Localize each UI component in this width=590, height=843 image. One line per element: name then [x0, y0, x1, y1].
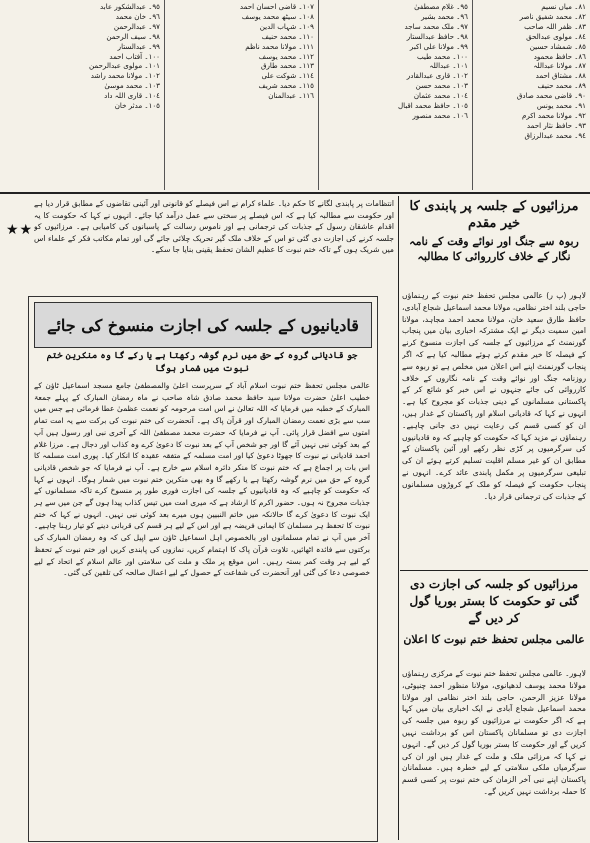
name-list-col4 [4, 2, 160, 188]
name-list-item: ١٠٤۔ قاری اللہ داد [104, 91, 160, 101]
name-list-item: ١٠٧۔ قاضی احسان احمد [239, 2, 314, 11]
name-list-item: ١١٥۔ محمد شریف [258, 81, 314, 91]
name-list-item: ١٠١۔ عبداللہ [429, 61, 468, 71]
name-list-item: ١٠٤۔ محمد عثمان [413, 91, 468, 101]
name-list-item: ١٠٣۔ محمد حسن [415, 81, 468, 91]
name-list-item: ٩٩۔ عبدالستار [117, 41, 160, 51]
name-list-item: ٨٩۔ محمد حنیف [537, 81, 586, 91]
name-list-item: ٨٨۔ مشتاق احمد [535, 71, 586, 81]
divider [0, 192, 590, 194]
article-headline: مرزائیوں کے جلسہ پر پابندی کا خیر مقدم [409, 199, 579, 231]
name-list-item: ٨١۔ میاں نسیم [541, 2, 586, 11]
divider [164, 0, 165, 190]
name-list-item: ٩٥۔ غلام مصطفیٰ [414, 2, 468, 11]
name-list-item: ١١٠۔ محمد حنیف [261, 31, 314, 41]
name-list-item: ١٠٥۔ مدثر خان [114, 101, 160, 111]
name-list-item: ١٠٠۔ آفتاب احمد [109, 51, 160, 61]
divider [472, 0, 473, 190]
name-list-item: ١٠١۔ مولوی عبدالرحمن [89, 61, 160, 71]
name-list-item: ٨٥۔ شمشاد حسین [529, 41, 586, 51]
article-body: لاہور۔ عالمی مجلس تحفظ ختم نبوت کے مرکزی رہنماؤں مولانا محمد یوسف لدھیانوی، مولانا منظور احمد چنیوٹی، مولانا عزیز الرحمن، حاجی بلند اختر نظامی اور مولانا محمد اسماعیل شجاع آبادی نے ایک اخباری بیان میں کہا ہے کہ اگر حکومت نے مرزائیوں کو ربوہ میں جلسہ کی اجازت دی تو مسلمانان پاکستان اس کو برداشت نہیں کریں گے اور حکومت کا بستر بوریا گول کر دیں گے۔ انہوں نے کہا کہ مرزائی ملک و ملت کے غدار ہیں اور ان کی سرگرمیاں ملکی سلامتی کے لیے خطرہ ہیں۔ مسلمانان پاکستان اپنے نبی آخر الزمان کی ختم نبوت پر کسی قسم کا حملہ برداشت نہیں کریں گے۔ [402, 669, 586, 796]
name-list-item: ١٠٠۔ محمد طیب [416, 51, 468, 61]
name-list-item: ١٠٢۔ مولانا محمد راشد [90, 71, 160, 81]
name-list-item: ٩٤۔ محمد عبدالرزاق [524, 130, 586, 140]
name-list-item: ٩٧۔ ملک محمد ساجد [404, 21, 468, 31]
main-subhead: جو قادیانی گروہ کے حق میں نرم گوشہ رکھتا ہے یا رکے گا وہ منکرین ختم نبوت میں شمار ہوگا [46, 351, 358, 374]
article-body: انتظامات پر پابندی لگانے کا حکم دیا۔ علماء کرام نے اس فیصلے کو قانونی اور آئینی تقاضوں کے مطابق قرار دیا ہے اور حکومت سے مطالبہ کیا ہے کہ اس فیصلے پر سختی سے عمل درآمد کیا جائے۔ انہوں نے کہا کہ حکومت کا یہ اقدام عاشقان رسول کے جذبات کی ترجمانی ہے اور ناموس رسالت کے پاسبانوں کی کامیابی ہے۔ مرزائیوں کو جلسہ کرنے کی اجازت دی گئی تو اس کے خلاف ملک گیر تحریک چلائی جائے گی اور تمام مکاتب فکر کے علماء اس میں شریک ہوں گے تاکہ ختم نبوت کا عظیم الشان تحفظ یقینی بنایا جا سکے۔ [34, 199, 394, 255]
divider [318, 0, 319, 190]
name-list-item: ٩٦۔ خان محمد [115, 11, 160, 21]
name-list-item: ٩٧۔ عبدالرحمن [113, 21, 160, 31]
name-list-item: ١١٦۔ عبدالمنان [268, 91, 314, 101]
name-list-item: ١٠٥۔ حافظ محمد اقبال [397, 101, 468, 111]
name-list-item: ١٠٣۔ محمد موسیٰ [104, 81, 160, 91]
name-list-item: ١٠٩۔ شہاب الدین [259, 21, 314, 31]
divider [398, 196, 399, 840]
name-list-item: ١١٣۔ محمد طارق [260, 61, 314, 71]
divider [400, 570, 588, 571]
name-list-item: ٩٨۔ سیف الرحمن [106, 31, 160, 41]
article-subhead: عالمی مجلس تحفظ ختم نبوت کا اعلان [403, 633, 585, 646]
banner-headline: قادیانیوں کے جلسہ کی اجازت منسوخ کی جائے [34, 302, 372, 348]
name-list-item: ١١١۔ مولانا محمد ناظم [245, 41, 314, 51]
name-list-item: ٨٦۔ حافظ محمود [533, 51, 586, 61]
name-list-item: ٩٥۔ عبدالشکور عابد [100, 2, 160, 11]
name-list-item: ١٠٢۔ قاری عبدالقادر [406, 71, 468, 81]
name-list-col2 [322, 2, 468, 188]
name-list-item: ٨٧۔ مولانا عبداللہ [533, 61, 586, 71]
name-list-item: ١٠٨۔ سیٹھ محمد یوسف [241, 11, 314, 21]
name-list-item: ٨٣۔ ظفر اللہ صاحب [524, 21, 586, 31]
name-list-item: ٩٣۔ حافظ نثار احمد [526, 120, 586, 130]
article-headline: مرزائیوں کو جلسہ کی اجازت دی گئی تو حکومت کا بستر بوریا گول کر دیں گے [409, 577, 579, 625]
name-list-item: ٨٢۔ محمد شفیق ناصر [519, 11, 586, 21]
name-list-item: ٩٨۔ حافظ عبدالستار [406, 31, 468, 41]
main-article-body: عالمی مجلس تحفظ ختم نبوت اسلام آباد کے سرپرست اعلیٰ والمصطفیٰ جامع مسجد اسماعیل ٹاؤن کے خطیب اعلیٰ حضرت مولانا سید حافظ محمد صادق شاہ صاحب نے ماہ رمضان المبارک کے پہلے جمعۃ المبارک کے خطبہ میں فرمایا کہ اللہ تعالیٰ نے اس امت مرحومہ کو نعمت عظمیٰ عطا فرمائی ہے جس میں سب سے بڑی نعمت رمضان المبارک اور قرآن پاک ہے۔ آنحضرت کی ختم نبوت کی برکت سے یہ امت تمام امتوں سے افضل قرار پائی۔ آپ نے فرمایا کہ حضرت محمد مصطفیٰ اللہ کے آخری نبی اور رسول ہیں آپ کے بعد کوئی نبی نہیں آئے گا اور جو شخص آپ کے بعد نبوت کا دعویٰ کرے وہ کذاب اور دجال ہے۔ مرزا غلام احمد قادیانی نے نبوت کا جھوٹا دعویٰ کیا اور امت مسلمہ کے متفقہ عقیدہ کا انکار کیا۔ پوری امت مسلمہ کا اس بات پر اجماع ہے کہ ختم نبوت کا منکر دائرہ اسلام سے خارج ہے۔ آپ نے فرمایا کہ جو شخص قادیانی گروہ کے حق میں نرم گوشہ رکھتا ہے یا رکھے گا وہ بھی منکرین ختم نبوت میں شمار ہوگا۔ انہوں نے کہا کہ حکومت کو چاہیے کہ وہ قادیانیوں کے جلسہ کی اجازت فوری طور پر منسوخ کرے تاکہ مسلمانوں کے جذبات مجروح نہ ہوں۔ حضور اکرم کا ارشاد ہے کہ میری امت میں تیس کذاب پیدا ہوں گے جن میں سے ہر ایک نبوت کا دعویٰ کرے گا حالانکہ میں خاتم النبیین ہوں میرے بعد کوئی نبی نہیں۔ انہوں نے کہا کہ ختم نبوت کا تحفظ ہر مسلمان کا ایمانی فریضہ ہے اور اس کے لیے ہر قسم کی قربانی دینے کو تیار رہنا چاہیے۔ آخر میں آپ نے تمام مسلمانوں اور بالخصوص اہل اسماعیل ٹاؤن سے اپیل کی کہ وہ رمضان المبارک کی برکتوں سے فائدہ اٹھائیں، تلاوت قرآن پاک کا اہتمام کریں، نمازوں کی پابندی کریں اور ختم نبوت کے تحفظ کے لیے ہر وقت کمر بستہ رہیں۔ اس موقع پر ملک و ملت کی سلامتی اور عالم اسلام کے اتحاد کے لیے خصوصی دعا کی گئی اور آنحضرت کی شفاعت کے حصول کے لیے اعمال صالحہ کی تلقین کی گئی۔ [34, 381, 370, 578]
name-list-item: ٩٢۔ مولانا محمد اکرم [521, 110, 586, 120]
name-list-col1 [476, 2, 586, 188]
article-body: لاہور (پ ر) عالمی مجلس تحفظ ختم نبوت کے رہنماؤں حاجی بلند اختر نظامی، مولانا محمد اسماعیل شجاع آبادی، حافظ طارق سعید خان، مولانا محمد احمد مجاہد، مولانا امین سمیت دیگر نے ایک مشترکہ اخباری بیان میں پنجاب گورنمنٹ کے مرزائیوں کے جلسہ کی اجازت منسوخ کرنے کے فیصلہ کا خیر مقدم کرتے ہوئے مطالبہ کیا ہے کہ اگر پنجاب گورنمنٹ اپنے اس اعلان میں مخلص ہے تو ربوہ سے روزنامہ جنگ اور نوائے وقت کے نامہ نگاروں کے خلاف کارروائی کی جائے جنہوں نے اس خبر کو شائع کر کے پاکستانی مسلمانوں کے دینی جذبات کو مجروح کیا ہے۔ انہوں نے کہا کہ قادیانی اسلام اور پاکستان کے غدار ہیں، ان کو کسی قسم کی رعایت نہیں دی جانی چاہیے۔ رہنماؤں نے مزید کہا کہ حکومت کو چاہیے کہ وہ قادیانیوں کی سرگرمیوں پر کڑی نظر رکھے اور آئین پاکستان کے مطابق ان کو غیر مسلم اقلیت تسلیم کرتے ہوئے ان کی تبلیغی سرگرمیوں پر مکمل پابندی عائد کرے۔ انہوں نے پنجاب حکومت کے فیصلہ کو ملک کے کروڑوں مسلمانوں کے جذبات کی ترجمانی قرار دیا۔ [402, 291, 586, 501]
name-list-item: ٩٦۔ محمد بشیر [421, 11, 468, 21]
name-list-item: ٩١۔ محمد یونس [536, 101, 586, 111]
name-list-item: ١١٤۔ شوکت علی [261, 71, 314, 81]
name-list-item: ١١٢۔ محمد یوسف [258, 51, 314, 61]
name-list-item: ٨٤۔ مولوی عبدالحق [526, 31, 586, 41]
decorative-stars: ★★ [6, 222, 34, 238]
name-list-item: ٩٠۔ قاضی محمد صادق [516, 91, 586, 101]
name-list-item: ١٠٦۔ محمد منصور [412, 110, 468, 120]
name-list-item: ٩٩۔ مولانا علی اکبر [409, 41, 468, 51]
name-list-col3 [168, 2, 314, 188]
article-subhead: ربوہ سے جنگ اور نوائے وقت کے نامہ نگار کے خلاف کارروائی کا مطالبہ [409, 235, 579, 263]
